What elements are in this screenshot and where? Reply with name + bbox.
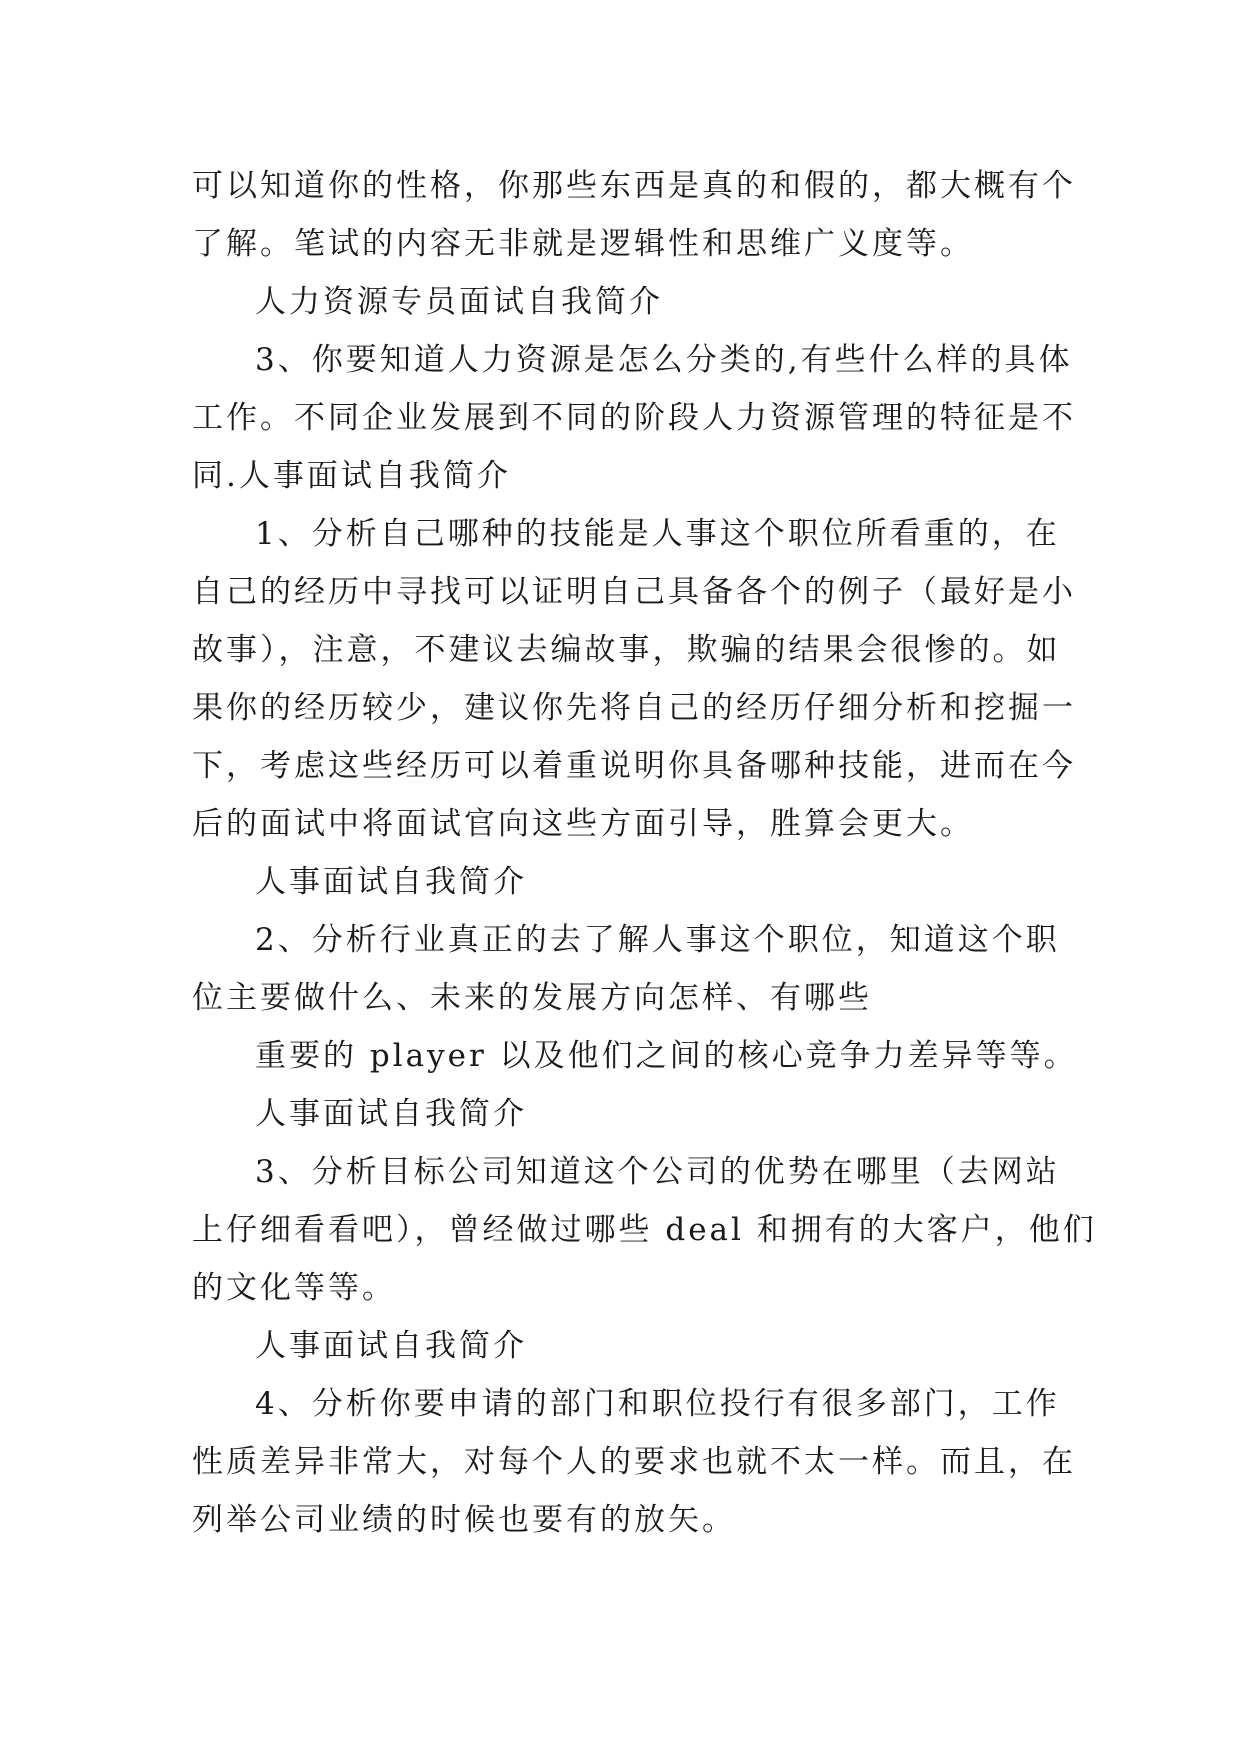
text-line: 上仔细看看吧），曾经做过哪些 deal 和拥有的大客户，他们 [192, 1212, 1097, 1248]
section-heading: 人事面试自我简介 [255, 864, 527, 900]
text-line: 3、分析目标公司知道这个公司的优势在哪里（去网站 [255, 1154, 1060, 1190]
text-line: 自己的经历中寻找可以证明自己具备各个的例子（最好是小 [192, 574, 1076, 610]
text-line: 2、分析行业真正的去了解人事这个职位，知道这个职 [255, 922, 1060, 958]
text-line: 4、分析你要申请的部门和职位投行有很多部门，工作 [255, 1386, 1060, 1422]
text-line: 1、分析自己哪种的技能是人事这个职位所看重的，在 [255, 516, 1060, 552]
document-body [192, 157, 1097, 1549]
text-line: 下，考虑这些经历可以着重说明你具备哪种技能，进而在今 [192, 748, 1076, 784]
text-line: 故事），注意，不建议去编故事，欺骗的结果会很惨的。如 [192, 632, 1061, 668]
section-heading: 人事面试自我简介 [255, 1096, 527, 1132]
text-line: 同.人事面试自我简介 [192, 458, 511, 494]
text-line: 可以知道你的性格，你那些东西是真的和假的，都大概有个 [192, 168, 1076, 204]
text-line: 性质差异非常大，对每个人的要求也就不太一样。而且，在 [192, 1444, 1076, 1480]
text-line: 的文化等等。 [192, 1270, 396, 1306]
text-line: 列举公司业绩的时候也要有的放矢。 [192, 1502, 736, 1538]
text-line: 果你的经历较少，建议你先将自己的经历仔细分析和挖掘一 [192, 690, 1076, 726]
text-line: 位主要做什么、未来的发展方向怎样、有哪些 [192, 980, 872, 1016]
text-line: 3、你要知道人力资源是怎么分类的,有些什么样的具体 [255, 342, 1073, 378]
text-line: 后的面试中将面试官向这些方面引导，胜算会更大。 [192, 806, 974, 842]
text-line: 了解。笔试的内容无非就是逻辑性和思维广义度等。 [192, 226, 974, 262]
text-line: 重要的 player 以及他们之间的核心竞争力差异等等。 [255, 1038, 1078, 1074]
section-heading: 人力资源专员面试自我简介 [255, 284, 663, 320]
text-line: 工作。不同企业发展到不同的阶段人力资源管理的特征是不 [192, 400, 1076, 436]
section-heading: 人事面试自我简介 [255, 1328, 527, 1364]
